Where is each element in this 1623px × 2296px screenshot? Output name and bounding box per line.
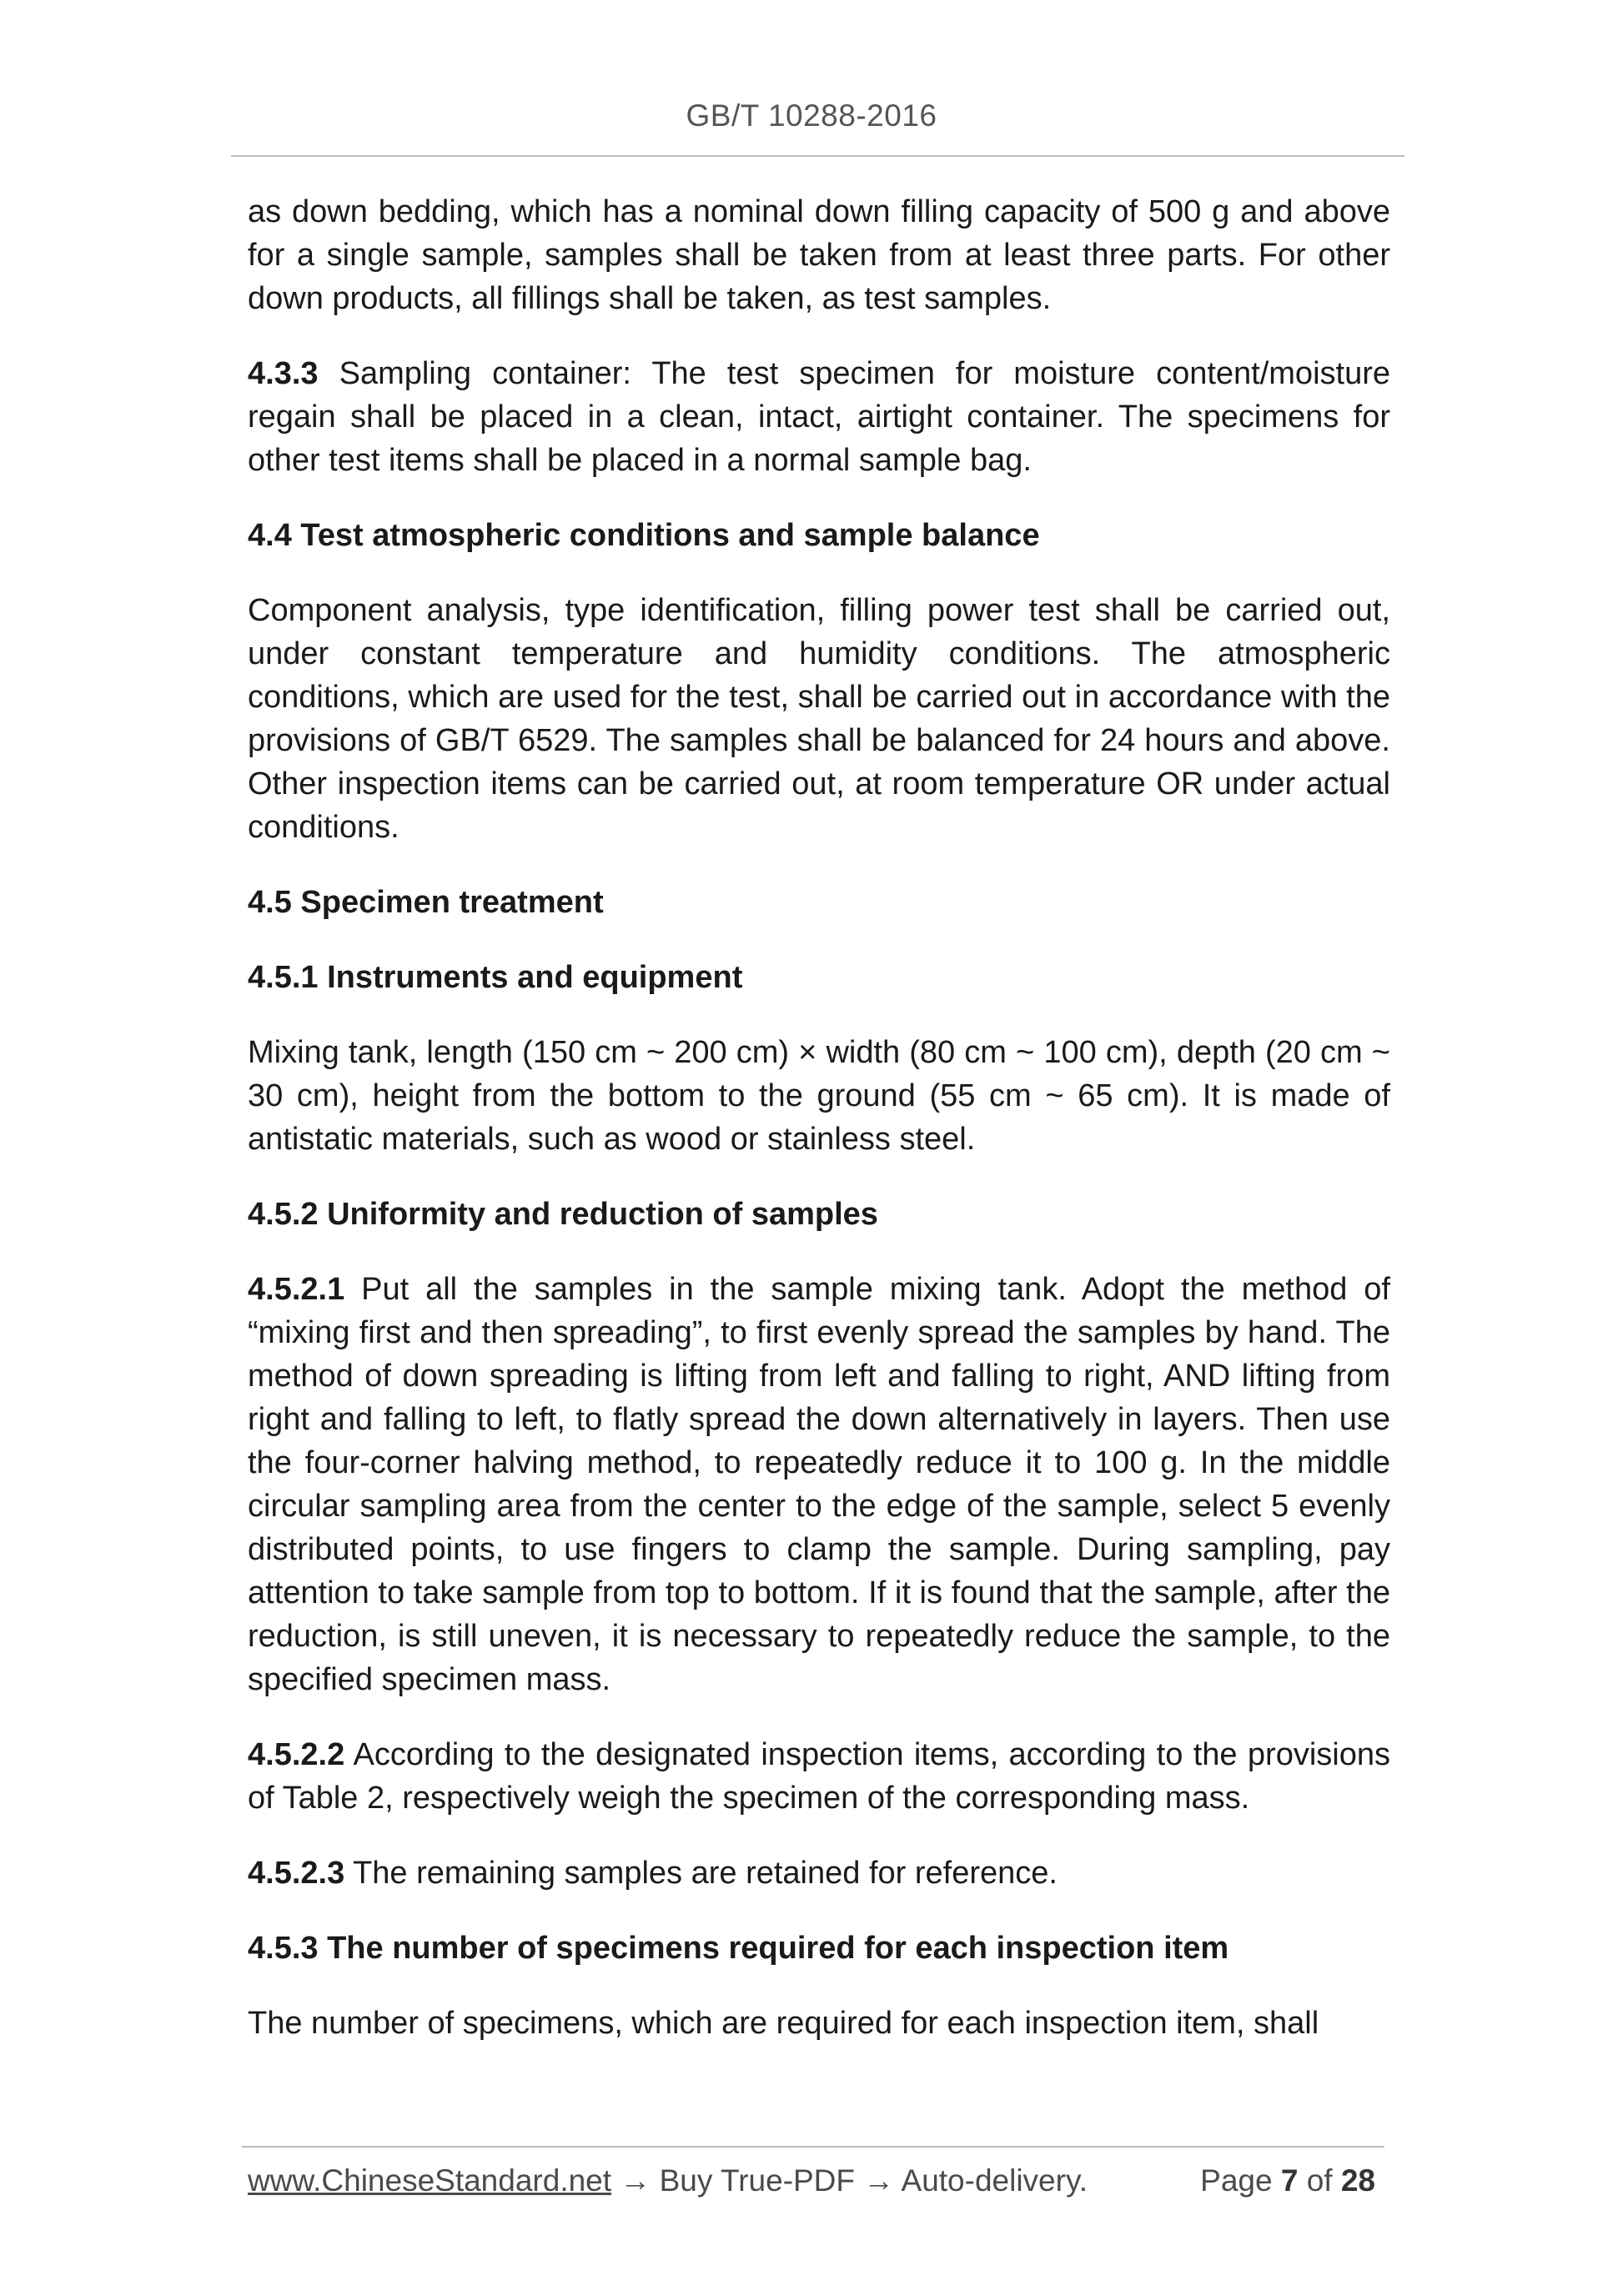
clause-number: 4.5.2.2 — [248, 1737, 345, 1772]
clause-text: Sampling container: The test specimen for moisture content/moisture regain shall be placed in a clean, intact, airtight container. The specimens for other test items shall be placed in a normal sample bag. — [248, 356, 1390, 478]
website-link[interactable]: www.ChineseStandard.net — [248, 2163, 612, 2198]
clause-4-5-2-2 — [248, 1733, 1390, 1820]
clause-number: 4.5.2.1 — [248, 1272, 345, 1307]
heading-4-4: 4.4 Test atmospheric conditions and sample balance — [248, 518, 1040, 553]
header-divider — [231, 155, 1404, 157]
clause-number: 4.3.3 — [248, 356, 319, 391]
footer-tagline: → Buy True-PDF → Auto-delivery. — [611, 2163, 1088, 2198]
heading-4-5: 4.5 Specimen treatment — [248, 885, 604, 920]
total-pages-number: 28 — [1340, 2163, 1375, 2198]
heading-4-5-3: 4.5.3 The number of specimens required for each inspection item — [248, 1931, 1229, 1966]
heading-4-5-2: 4.5.2 Uniformity and reduction of samples — [248, 1197, 878, 1232]
paragraph-4-5-3: The number of specimens, which are required for each inspection item, shall — [248, 2006, 1319, 2041]
clause-4-5-2-1 — [248, 1268, 1390, 1701]
page-of-label: of — [1298, 2163, 1341, 2198]
paragraph-4-5-1: Mixing tank, length (150 cm ~ 200 cm) × width (80 cm ~ 100 cm), depth (20 cm ~ 30 cm), height from the bottom to the ground (55 cm ~ 65 cm). It is made of antistatic materials, such as wood or stainless steel. — [248, 1035, 1390, 1157]
current-page-number: 7 — [1280, 2163, 1299, 2198]
page-header-title: GB/T 10288-2016 — [686, 98, 937, 133]
clause-4-3-3 — [248, 352, 1390, 482]
intro-paragraph: as down bedding, which has a nominal down filling capacity of 500 g and above for a single sample, samples shall be taken from at least three parts. For other down products, all fillings shall be taken, as test samples. — [248, 194, 1390, 316]
clause-text: The remaining samples are retained for reference. — [344, 1856, 1058, 1891]
clause-text: Put all the samples in the sample mixing tank. Adopt the method of “mixing first and then spreading”, to first evenly spread the samples by hand. The method of down spreading is lifting from left and falling to right, AND lifting from right and falling to left, to flatly spread the down alternatively in layers. Then use the four-corner halving method, to repeatedly reduce it to 100 g. In the middle circular sampling area from the center to the edge of the sample, select 5 evenly distributed points, to use fingers to clamp the sample. During sampling, pay attention to take sample from top to bottom. If it is found that the sample, after the reduction, is still uneven, it is necessary to repeatedly reduce the sample, to the specified specimen mass. — [248, 1272, 1390, 1697]
page-body — [248, 190, 1390, 2077]
footer-promo — [248, 2163, 1088, 2198]
clause-number: 4.5.2.3 — [248, 1856, 345, 1891]
paragraph-4-4: Component analysis, type identification, filling power test shall be carried out, under constant temperature and humidity conditions. The atmospheric conditions, which are used for the test, shall be carried out in accordance with the provisions of GB/T 6529. The samples shall be balanced for 24 hours and above. Other inspection items can be carried out, at room temperature OR under actual conditions. — [248, 593, 1390, 845]
page-label: Page — [1200, 2163, 1281, 2198]
heading-4-5-1: 4.5.1 Instruments and equipment — [248, 960, 743, 995]
footer-divider — [242, 2146, 1384, 2148]
clause-text: According to the designated inspection items, according to the provisions of Table 2, respectively weigh the specimen of the corresponding mass. — [248, 1737, 1390, 1816]
page-indicator — [1200, 2163, 1375, 2198]
clause-4-5-2-3 — [248, 1851, 1390, 1895]
